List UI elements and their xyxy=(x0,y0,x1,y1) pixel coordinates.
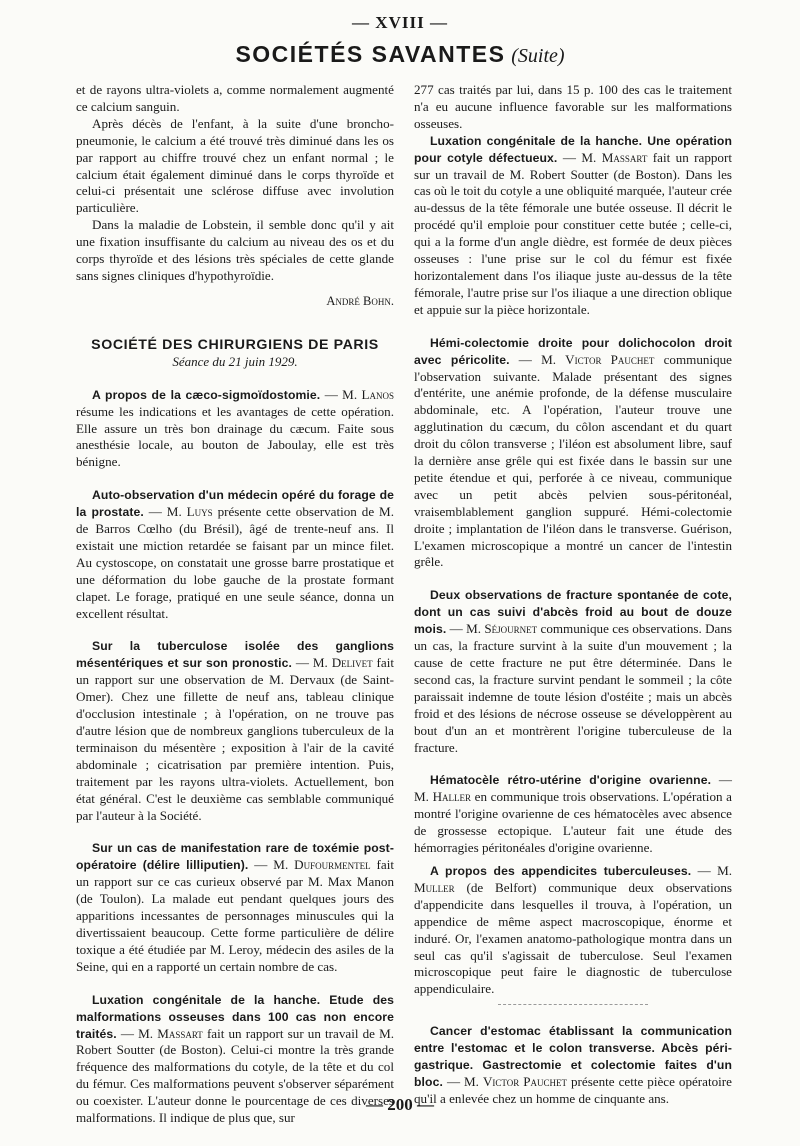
article xyxy=(76,487,394,622)
roman-folio: — XVIII — xyxy=(352,13,448,32)
article-author: Muller xyxy=(414,879,455,895)
article-separator: — M. xyxy=(320,386,362,402)
article-author: Massart xyxy=(601,149,648,165)
article-separator: — M. xyxy=(116,1025,158,1041)
article-title: Cancer d'estomac établissant la communication entre l'estomac et le colon transverse. Abcès péri-gastrique. Gastrectomie et colectomie faites d'un bloc. xyxy=(414,1024,732,1089)
article xyxy=(76,387,394,472)
article-author: Lanos xyxy=(361,386,394,402)
page-number: — 200 — xyxy=(366,1095,434,1114)
society-title: SOCIÉTÉ DES CHIRURGIENS DE PARIS xyxy=(91,336,379,353)
article-title: Luxation congénitale de la hanche. Etude des malformations osseuses dans 100 cas non encore traités. xyxy=(76,992,394,1041)
article-title: Sur la tuberculose isolée des ganglions mésentériques et sur son pronostic. xyxy=(76,639,394,671)
article xyxy=(414,133,732,319)
article-author: Dufourmentel xyxy=(294,857,371,873)
article-author: Séjournet xyxy=(484,621,538,637)
article-title: Deux observations de fracture spontanée de cote, dont un cas suivi d'abcès froid au bout de douze mois. xyxy=(414,588,732,637)
article xyxy=(414,863,732,998)
article-body: fait un rapport sur une observation de M. Dervaux (de Saint-Omer). Chez une fillette de neuf ans, tableau clinique d'occlusion intestinale ; à l'opération, on ne trouve pas d'autre lésion que de nombreux ganglions tuberculeux de la terminaison du mésentère ; exposition à l'air de la cavité abdominale ; cicatrisation par première intention. Puis, traitement par les rayons ultra-violets. Actuellement, bon état général. C'est le deuxième cas semblable communiqué par l'auteur à la Société. xyxy=(76,655,394,823)
article-body: fait un rapport sur un travail de M. Robert Soutter (de Boston). Celui-ci montre la très grande fréquence des malformations du cotyle, de la tête et du col du fémur. Ces malformations peuvent s'observer séparément ou coexister. L'auteur donne le pourcentage de ces diverses malformations. Il indique de plus que, sur xyxy=(76,1025,394,1126)
section-divider xyxy=(498,1004,648,1005)
running-title-suite: (Suite) xyxy=(511,45,565,67)
article-author: Delivet xyxy=(331,655,373,671)
article xyxy=(76,638,394,824)
running-title xyxy=(0,40,800,70)
continuation-paragraph: Après décès de l'enfant, à la suite d'une broncho-pneumonie, le calcium a été trouvé très diminué dans les os par rapport au chiffre trouvé chez un enfant normal ; le calcium était également diminué dans le corps thyroïde et celui-ci présentait une sclérose diffuse avec involution particulière. xyxy=(76,115,394,216)
article-author: Massart xyxy=(157,1025,203,1041)
article xyxy=(414,587,732,756)
article-body: fait un rapport sur ce cas curieux observé par M. Max Manon (de Toulon). La malade eut pendant quelques jours des apparitions incessantes de personnages minuscules qui la divertissaient beaucoup. Cette forme particulière de délire toxique a été étudiée par M. Leroy, médecin des asiles de la Seine, qui en a rapporté un certain nombre de cas. xyxy=(76,857,394,974)
article-author: Victor Pauchet xyxy=(565,351,655,367)
article xyxy=(414,772,732,857)
article xyxy=(76,840,394,975)
article-separator: — M. xyxy=(446,621,485,637)
continuation-paragraph: 277 cas traités par lui, dans 15 p. 100 des cas le traitement n'a eu aucune influence favorable sur les malformations osseuses. xyxy=(414,82,732,131)
article-body: présente cette pièce opératoire qu'il a enlevée chez un homme de cinquante ans. xyxy=(414,1073,732,1106)
article-separator: — M. xyxy=(442,1073,483,1089)
article-separator: — M. xyxy=(691,862,732,878)
session-date: Séance du 21 juin 1929. xyxy=(172,353,298,369)
article-body: communique ces observations. Dans un cas, la fracture survint à la suite d'un mouvement ; la cause de cette fracture ne put être déterminée. Dans le second cas, la fracture survint pendant le sommeil ; la côte paraissait indemne de toute lésion d'ostéite ; mais un abcès froid et des lésions de nécrose osseuse se développèrent au bout d'un an et montrèrent l'origine tuberculeuse de la fracture. xyxy=(414,621,732,755)
article-body: (de Belfort) communique deux observations d'appendicite dans lesquelles il trouva, à l'opération, un appendice de même aspect macroscopique, énorme et induré. Or, l'examen anatomo-pathologique montra dans un seul cas qu'il s'agissait de tuberculose. Seul l'examen microscopique peut faire le diagnostic de tuberculose appendiculaire. xyxy=(414,879,732,997)
article-separator: — M. xyxy=(248,857,295,873)
left-column xyxy=(76,82,394,1143)
article-title: A propos des appendicites tuberculeuses. xyxy=(430,863,692,878)
article-body: résume les indications et les avantages de cette opération. Elle assure un très bon drainage du cæcum. Faite sous anesthésie locale, au bouton de Jaboulay, elle est très bénigne. xyxy=(76,403,394,470)
article-separator: — M. xyxy=(143,504,187,520)
continuation-paragraph: et de rayons ultra-violets a, comme normalement augmenté ce calcium sanguin. xyxy=(76,82,394,114)
continuation-paragraph: Dans la maladie de Lobstein, il semble donc qu'il y ait une fixation insuffisante du calcium au niveau des os et du corps thyroïde et des lésions très spéciales de cette glande sans signes cliniques d'hypothyroïdie. xyxy=(76,217,394,283)
article-body: communique l'observation suivante. Malade présentant des signes d'entérite, une anémie profonde, de la défense musculaire abdominale, etc. A l'opération, l'auteur trouve une agglutination du cæcum, du côlon ascendant et du quart droit du côlon transverse ; l'iléon est absolument libre, sauf la dernière anse grêle qui est fixée dans le bassin sur une petite étendue et qui, perforée à ce niveau, communique avec un petit abcès pelvien sous-péritonéal, vraisemblablement ganglion suppuré. Hémi-colectomie droite ; implantation de l'iléon dans le transverse. Guérison, L'examen microscopique a montré un cancer de l'intestin grêle. xyxy=(414,351,732,570)
article-separator: — M. xyxy=(509,351,566,367)
author-signature: André Bohn. xyxy=(326,293,394,308)
article-body: en communique trois observations. L'opération a montré l'origine ovarienne de ces hématocèles avec absence de grossesse ectopique. L'auteur fait une étude des hémorragies péritonéales d'origine ovarienne. xyxy=(414,789,732,856)
article-separator: — M. xyxy=(557,149,602,165)
article xyxy=(414,335,732,572)
article-author: Luys xyxy=(186,504,213,520)
article-title: Auto-observation d'un médecin opéré du forage de la prostate. xyxy=(76,488,394,520)
article-body: présente cette observation de M. de Barros Cœlho (du Brésil), âgé de trente-neuf ans. Il existait une miction retardée se faisant par un mince filet. Au cystoscope, on constatait une grosse barre prostatique et une déformation du lobe gauche de la prostate formant clapet. Le forage, pratiqué en une seule séance, donna un excellent résultat. xyxy=(76,504,394,621)
running-title-main: SOCIÉTÉS SAVANTES xyxy=(235,41,506,67)
article-title: Hématocèle rétro-utérine d'origine ovarienne. xyxy=(430,773,712,788)
article-separator: — M. xyxy=(291,655,332,671)
article-title: A propos de la cæco-sigmoïdostomie. xyxy=(92,387,321,402)
page-header xyxy=(0,12,800,70)
article-title: Hémi-colectomie droite pour dolichocolon droit avec péricolite. xyxy=(414,335,732,367)
article-title: Sur un cas de manifestation rare de toxémie post-opératoire (délire lilliputien). xyxy=(76,841,394,873)
article-separator: — M. xyxy=(414,772,732,805)
article-body: fait un rapport sur un travail de M. Robert Soutter (de Boston). Dans les cas où le toit du cotyle a une obliquité marquée, l'auteur crée au-dessus de la tête fémorale une butée osseuse. Il décrit le procédé qu'il emploie pour constituer cette butée ; celle-ci, qui a la forme d'un angle dièdre, est formée de deux pièces osseuses : l'une prise sur le col du fémur est fixée horizontalement dans l'os iliaque juste au-dessus de la tête fémorale, l'autre prise sur l'os iliaque a une direction oblique et appuie sur la pièce horizontale. xyxy=(414,149,732,317)
article-title: Luxation congénitale de la hanche. Une opération pour cotyle défectueux. xyxy=(414,133,732,165)
article-author: Haller xyxy=(432,789,472,805)
article-author: Victor Pauchet xyxy=(482,1073,567,1089)
right-column xyxy=(414,82,732,1124)
